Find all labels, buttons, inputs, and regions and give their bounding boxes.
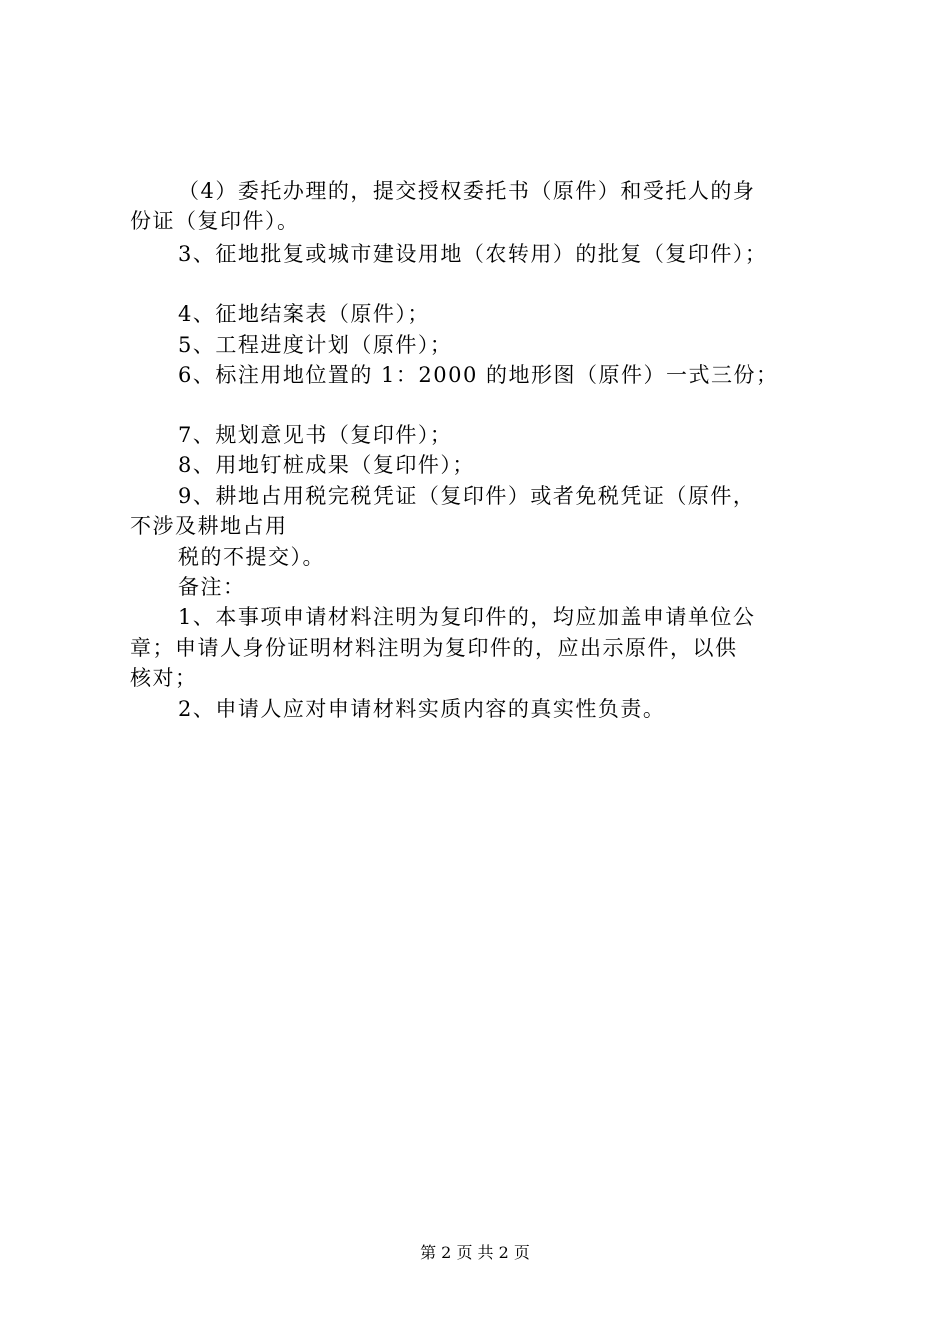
text-line: 章；申请人身份证明材料注明为复印件的，应出示原件，以供	[130, 636, 738, 660]
text-line: 8、用地钉桩成果（复印件）；	[178, 453, 475, 477]
text-line: 4、征地结案表（原件）；	[178, 302, 430, 326]
text-line: 7、规划意见书（复印件）；	[178, 423, 453, 447]
text-line: 份证（复印件）。	[130, 209, 300, 233]
text-line: 9、耕地占用税完税凭证（复印件）或者免税凭证（原件，	[178, 484, 756, 508]
text-line: 核对；	[130, 666, 198, 690]
text-line: （4）委托办理的，提交授权委托书（原件）和受托人的身	[178, 179, 756, 203]
text-line: 5、工程进度计划（原件）；	[178, 333, 453, 357]
text-line: 2、申请人应对申请材料实质内容的真实性负责。	[178, 697, 666, 721]
text-line: 3、征地批复或城市建设用地（农转用）的批复（复印件）；	[178, 242, 768, 266]
text-line: 不涉及耕地占用	[130, 514, 288, 538]
text-line: 税的不提交）。	[178, 545, 325, 569]
notes-heading: 备注：	[178, 575, 246, 599]
text-line: 6、标注用地位置的 1：2000 的地形图（原件）一式三份；	[178, 363, 779, 387]
page-number-footer: 第 2 页 共 2 页	[420, 1243, 530, 1262]
text-line: 1、本事项申请材料注明为复印件的，均应加盖申请单位公	[178, 605, 756, 629]
